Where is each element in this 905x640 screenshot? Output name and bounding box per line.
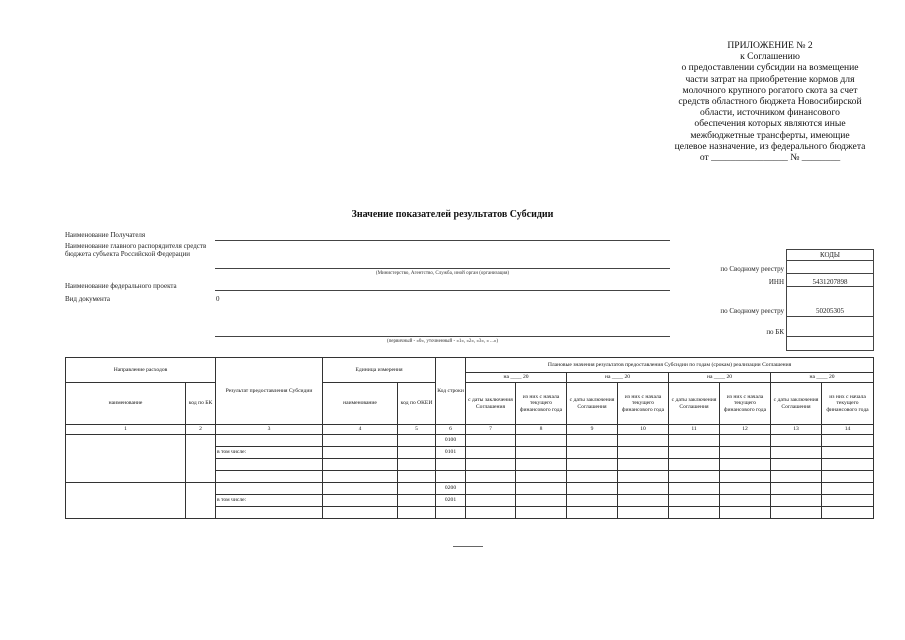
direction-bk-cell (186, 483, 216, 519)
direction-header: Направление расходов (66, 358, 216, 383)
results-table (65, 357, 874, 519)
plan-header: Плановые значения результатов предоставления Субсидии по годам (срокам) реализации Соглашения (466, 358, 874, 373)
from-year-header: из них с начала текущего финансового года (720, 383, 771, 425)
header-row (66, 383, 874, 425)
col-number: 8 (516, 425, 567, 435)
from-year-header: из них с начала текущего финансового года (618, 383, 669, 425)
col-number: 9 (567, 425, 618, 435)
direction-bk-cell (186, 435, 216, 483)
column-number-row (66, 425, 874, 435)
table-row (66, 483, 874, 495)
ministry-caption: (Министерство, Агентство, Служба, иной орган (организация) (375, 271, 510, 276)
okei-cell (398, 435, 436, 447)
result-cell (216, 483, 323, 495)
doc-type-value: 0 (216, 295, 220, 303)
unit-name-cell (323, 435, 398, 447)
result-cell (216, 435, 323, 447)
col-number: 2 (186, 425, 216, 435)
appendix-line: от ________________ № ________ (699, 152, 841, 164)
from-year-header: из них с начала текущего финансового года (822, 383, 874, 425)
col-number: 14 (822, 425, 874, 435)
including-cell: в том числе: (216, 495, 323, 507)
page-title: Значение показателей результатов Субсидии (351, 209, 554, 220)
header-row (66, 358, 874, 373)
col-number: 13 (771, 425, 822, 435)
unit-name-cell (323, 483, 398, 495)
year-header: на ____ 20 (466, 373, 567, 383)
appendix-line: части затрат на приобретение кормов для (685, 73, 855, 85)
unit-name-header: наименование (323, 383, 398, 425)
codes-divider (786, 273, 873, 274)
appendix-line: области, источником финансового (700, 107, 840, 119)
appendix-line: межбюджетные трансферты, имеющие (690, 129, 850, 141)
from-date-header: с даты заключения Соглашения (567, 383, 618, 425)
codes-divider (786, 286, 873, 287)
footnote-separator (453, 546, 483, 547)
row-code-cell: 0100 (436, 435, 466, 447)
gov-manager-label: Наименование главного распорядителя средств бюджета субъекта Российской Федерации (65, 242, 207, 258)
appendix-line: ПРИЛОЖЕНИЕ № 2 (727, 40, 813, 51)
col-number: 11 (669, 425, 720, 435)
inn-label: ИНН (768, 278, 784, 286)
appendix-line: средств областного бюджета Новосибирской (678, 96, 862, 108)
col-number: 6 (436, 425, 466, 435)
federal-project-label: Наименование федерального проекта (65, 282, 177, 290)
direction-name-cell (66, 435, 186, 483)
appendix-block (650, 40, 890, 163)
col-number: 7 (466, 425, 516, 435)
appendix-line: целевое назначение, из федерального бюджета (674, 140, 866, 152)
direction-name-cell (66, 483, 186, 519)
okei-header: код по ОКЕИ (398, 383, 436, 425)
federal-project-line (215, 290, 670, 291)
svod-label-1: по Сводному реестру (720, 265, 784, 273)
col-number: 12 (720, 425, 771, 435)
codes-divider (786, 260, 873, 261)
appendix-line: о предоставлении субсидии на возмещение (681, 62, 859, 74)
row-code-header: Код строки (436, 358, 466, 425)
recipient-label: Наименование Получателя (65, 231, 146, 239)
col-number: 5 (398, 425, 436, 435)
okei-cell (398, 483, 436, 495)
bk-code-header: код по БК (186, 383, 216, 425)
doc-type-line (215, 336, 670, 337)
doc-type-label: Вид документа (65, 295, 111, 303)
from-date-header: с даты заключения Соглашения (466, 383, 516, 425)
result-header: Результат предоставления Субсидии (216, 358, 323, 425)
col-number: 4 (323, 425, 398, 435)
row-code-cell: 0201 (436, 495, 466, 507)
col-number: 1 (66, 425, 186, 435)
from-year-header: из них с начала текущего финансового года (516, 383, 567, 425)
inn-value: 5431207898 (812, 278, 848, 286)
unit-header: Единица измерения (323, 358, 436, 383)
year-header: на ____ 20 (771, 373, 874, 383)
including-cell: в том числе: (216, 447, 323, 459)
bk-label: по БК (766, 328, 784, 336)
doc-caption: (первичный - «0», уточненный - «1», «2», «3», « ...») (386, 339, 499, 344)
from-date-header: с даты заключения Соглашения (669, 383, 720, 425)
codes-divider (786, 336, 873, 337)
recipient-line (215, 240, 670, 241)
codes-divider (786, 316, 873, 317)
svod-value-2: 50205305 (816, 307, 844, 315)
codes-header: КОДЫ (819, 251, 841, 259)
col-number: 10 (618, 425, 669, 435)
table-row (66, 435, 874, 447)
year-header: на ____ 20 (567, 373, 669, 383)
appendix-line: обеспечения которых являются иные (694, 118, 846, 130)
year-header: на ____ 20 (669, 373, 771, 383)
appendix-line: к Соглашению (740, 51, 800, 63)
from-date-header: с даты заключения Соглашения (771, 383, 822, 425)
row-code-cell: 0101 (436, 447, 466, 459)
svod-label-2: по Сводному реестру (720, 307, 784, 315)
row-code-cell: 0200 (436, 483, 466, 495)
appendix-line: молочного крупного рогатого скота за счет (682, 84, 858, 96)
col-number: 3 (216, 425, 323, 435)
name-header: наименование (66, 383, 186, 425)
gov-manager-line (215, 268, 670, 269)
